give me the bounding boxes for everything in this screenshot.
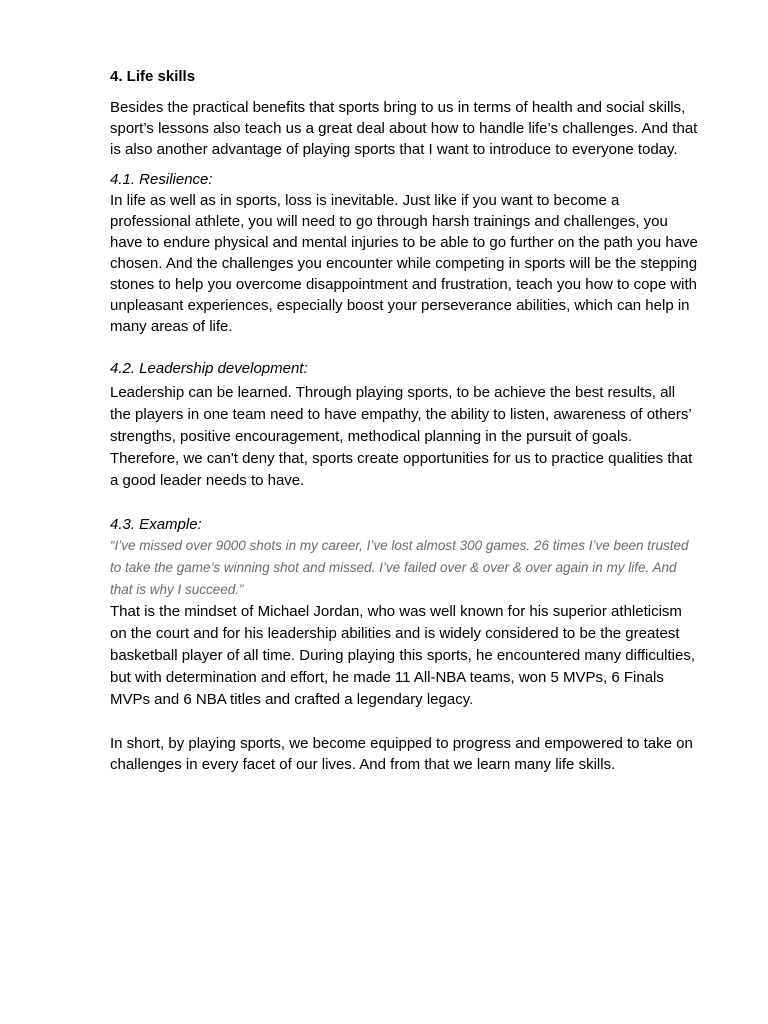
conclusion-paragraph: In short, by playing sports, we become equipped to progress and empowered to take on challenges in every facet of our lives. And from that we learn many life skills. (110, 735, 693, 773)
leadership-heading: 4.2. Leadership development: (110, 360, 308, 377)
document-page (110, 66, 700, 775)
example-heading: 4.3. Example: (110, 516, 202, 533)
leadership-paragraph: Leadership can be learned. Through playing sports, to be achieve the best results, all the players in one team need to have empathy, the ability to listen, awareness of others’ strengths, positive encouragement, methodical planning in the pursuit of goals. Therefore, we can't deny that, sports create opportunities for us to practice qualities that a good leader needs to have. (110, 384, 693, 489)
intro-paragraph: Besides the practical benefits that sports bring to us in terms of health and social skills, sport’s lessons also teach us a great deal about how to handle life’s challenges. And that is also another advantage of playing sports that I want to introduce to everyone today. (110, 99, 698, 158)
jordan-quote: “I’ve missed over 9000 shots in my career, I’ve lost almost 300 games. 26 times I’ve been trusted to take the game’s winning shot and missed. I’ve failed over & over & over again in my life. And that is why I succeed.” (110, 538, 689, 597)
resilience-heading: 4.1. Resilience: (110, 171, 213, 188)
example-paragraph: That is the mindset of Michael Jordan, who was well known for his superior athleticism on the court and for his leadership abilities and is widely considered to be the greatest basketball player of all time. During playing this sports, he encountered many difficulties, but with determination and effort, he made 11 All-NBA teams, won 5 MVPs, 6 Finals MVPs and 6 NBA titles and crafted a legendary legacy. (110, 603, 696, 708)
section-title: 4. Life skills (110, 68, 196, 85)
resilience-paragraph: In life as well as in sports, loss is inevitable. Just like if you want to become a professional athlete, you will need to go through harsh trainings and challenges, you have to endure physical and mental injuries to be able to go further on the path you have chosen. And the challenges you encounter while competing in sports will be the stepping stones to help you overcome disappointment and frustration, teach you how to cope with unpleasant experiences, especially boost your perseverance abilities, which can help in many areas of life. (110, 192, 698, 335)
